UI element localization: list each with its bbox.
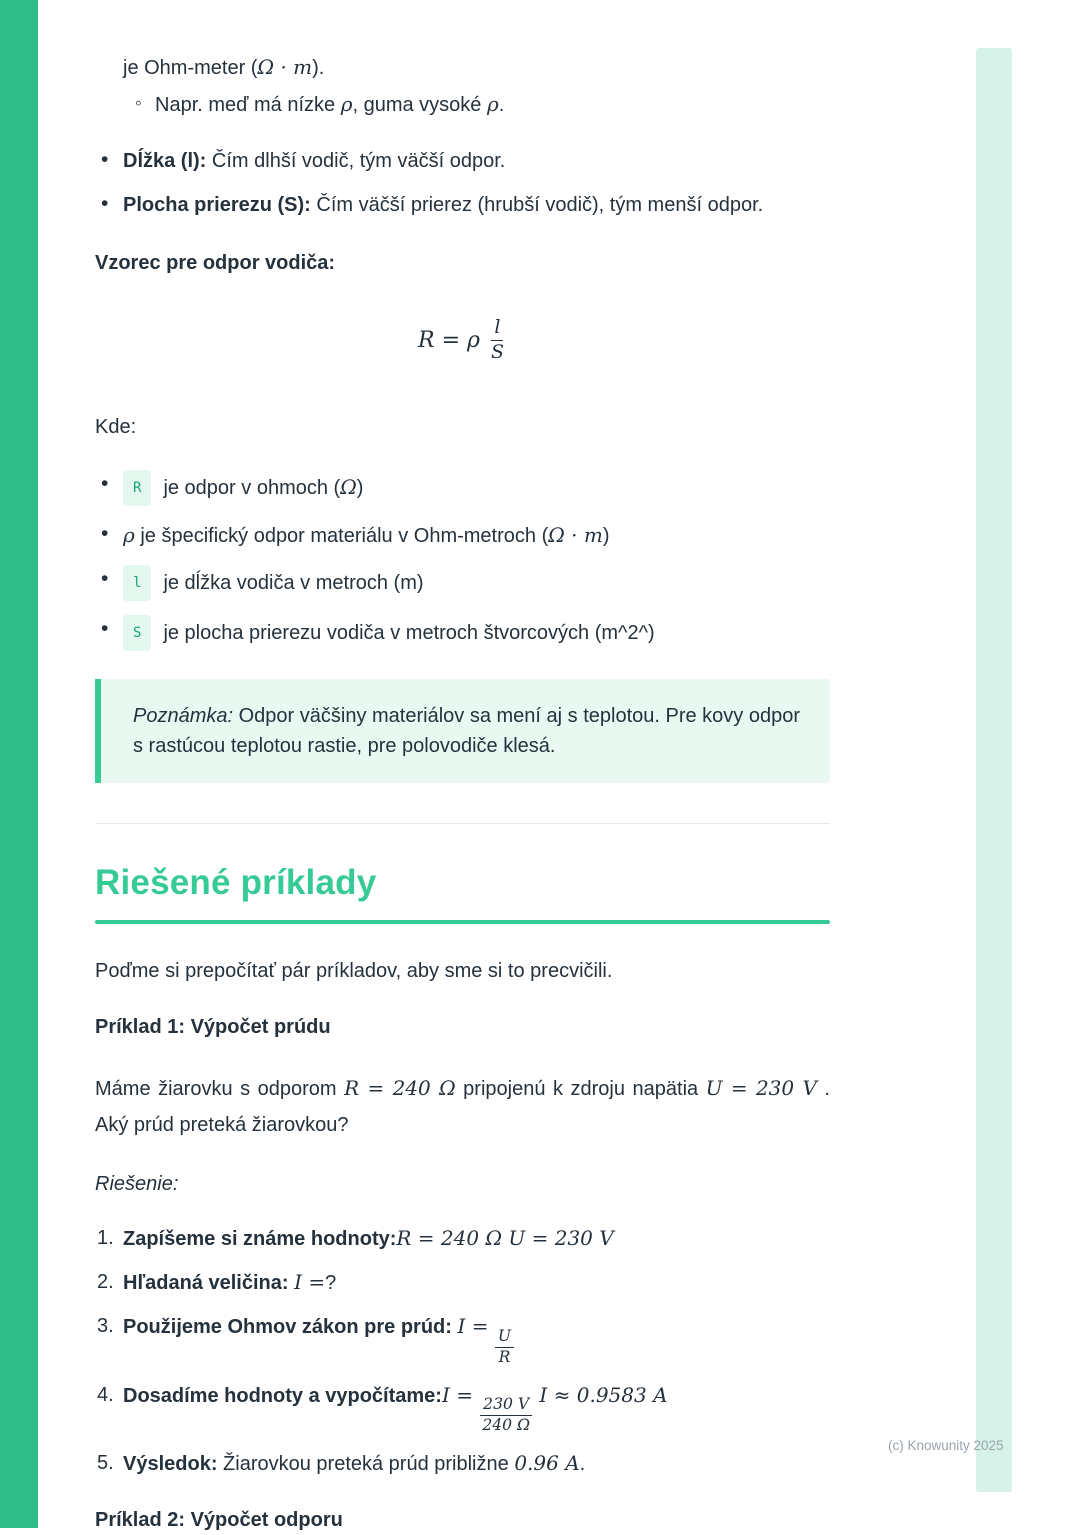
step-item: Použijeme Ohmov zákon pre prúd: I = $\frac{U}{R}$ xyxy=(95,1311,830,1367)
list-item-text: je plocha prierezu vodiča v metroch štvorcových (m^2^) xyxy=(163,622,655,644)
example2-title: Príklad 2: Výpočet odporu xyxy=(95,1509,343,1532)
list-item-text: je odpor v ohmoch (Ω) xyxy=(163,475,364,499)
note-box: Poznámka: Odpor väčšiny materiálov sa mení aj s teplotou. Pre kovy odpor s rastúcou teplotou rastie, pre polovodiče klesá. xyxy=(95,679,830,783)
intro-paragraph: Poďme si prepočítať pár príkladov, aby sme si to precvičili. xyxy=(95,960,613,982)
list-item xyxy=(95,565,830,601)
right-decor-stripe xyxy=(976,48,1012,1492)
section-divider xyxy=(95,823,830,824)
list-item: ◦ Napr. meď má nízke ρ, guma vysoké ρ. xyxy=(95,89,830,120)
code-badge-l: l xyxy=(123,565,151,601)
left-accent-bar xyxy=(0,0,38,1528)
property-list xyxy=(95,146,830,220)
solution-steps xyxy=(95,1223,830,1479)
list-item: • Plocha prierezu (S): Čím väčší prierez (hrubší vodič), tým menší odpor. xyxy=(95,190,830,220)
fraction-numerator: l xyxy=(491,317,503,341)
list-item-text: je dĺžka vodiča v metroch (m) xyxy=(163,572,424,594)
step-item: Zapíšeme si známe hodnoty:R = 240 Ω U = 230 V xyxy=(123,1226,614,1250)
list-item xyxy=(95,615,830,651)
solution-label: Riešenie: xyxy=(95,1173,179,1195)
example1-text: Máme žiarovku s odporom R = 240 Ω pripojenú k zdroju napätia U = 230 V . Aký prúd preteká žiarovkou? xyxy=(95,1076,830,1136)
list-item xyxy=(95,470,830,506)
step-item: Výsledok: Žiarovkou preteká prúd približne 0.96 A. xyxy=(123,1451,586,1476)
symbol-list xyxy=(95,470,830,651)
fraction-denominator: S xyxy=(490,340,504,363)
code-badge-S: S xyxy=(123,615,151,651)
formula-fraction xyxy=(488,317,507,364)
formula-section-label: Vzorec pre odpor vodiča: xyxy=(95,252,336,274)
content-area xyxy=(95,0,830,1535)
sub-bullet-list xyxy=(95,89,830,120)
list-item xyxy=(95,520,830,551)
code-badge-R: R xyxy=(123,470,151,506)
list-item: • Dĺžka (l): Čím dlhší vodič, tým väčší odpor. xyxy=(95,146,830,176)
resistance-formula xyxy=(95,304,830,376)
heading-underline xyxy=(95,920,830,924)
kde-label: Kde: xyxy=(95,416,137,438)
step-item: Hľadaná veličina: I =? xyxy=(123,1270,337,1294)
copyright-footer: (c) Knowunity 2025 xyxy=(888,1438,1004,1453)
step-item: Dosadíme hodnoty a vypočítame:I = $\frac{230 V}{240 \Omega}$ I ≈ 0.9583 A xyxy=(123,1382,668,1435)
list-item-text: ρ je špecifický odpor materiálu v Ohm-metroch (Ω · m) xyxy=(123,523,610,547)
ohm-meter-line: je Ohm-meter (Ω · m). xyxy=(123,55,325,79)
formula-lhs: R = ρ xyxy=(418,327,480,353)
section-heading: Riešené príklady xyxy=(95,863,377,902)
example1-title: Príklad 1: Výpočet prúdu xyxy=(95,1016,331,1038)
